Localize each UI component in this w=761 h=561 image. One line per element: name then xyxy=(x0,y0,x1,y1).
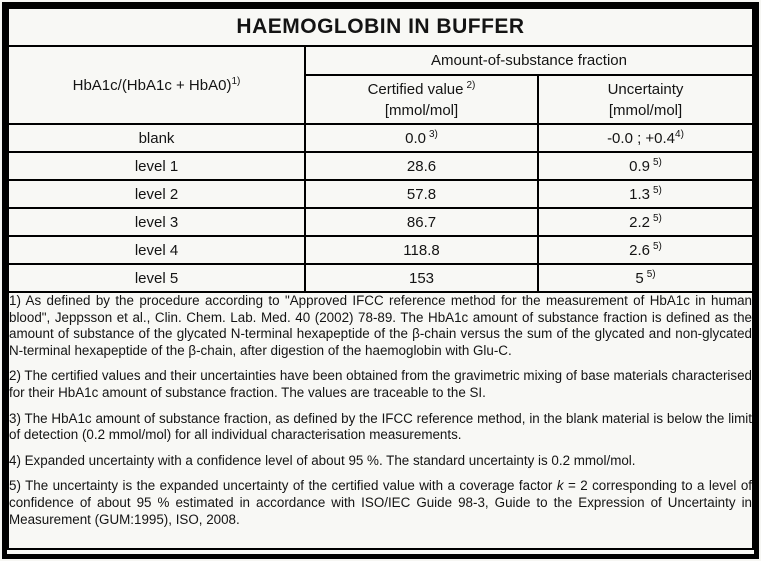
certificate-table xyxy=(7,7,754,550)
superscript-ref: 5) xyxy=(652,212,662,224)
superscript-ref: 2) xyxy=(466,79,476,91)
sample-header-label: HbA1c/(HbA1c + HbA0) xyxy=(72,76,232,94)
uncertainty-header: Uncertainty xyxy=(607,80,684,98)
table-row xyxy=(8,208,753,236)
sample-name: level 5 xyxy=(8,264,305,292)
uncertainty-value: 0.9 $^{5)}$ xyxy=(538,152,753,180)
uncertainty-value: 2.2 $^{5)}$ xyxy=(538,208,753,236)
certified-value: 153 xyxy=(305,264,538,292)
superscript-ref: 4) xyxy=(675,128,684,140)
uncertainty-value: 1.3 $^{5)}$ xyxy=(538,180,753,208)
footnote-5: 5) The uncertainty is the expanded uncertainty of the certified value with a coverage factor k = 2 corresponding to a level of confidence of about 95 % estimated in accordance with ISO/IEC Guide 98-3, Guide to the Expression of Uncertainty in Measurement (GUM:1995), ISO, 2008. xyxy=(9,478,752,527)
page-title: HAEMOGLOBIN IN BUFFER xyxy=(8,8,753,46)
table-row xyxy=(8,152,753,180)
certified-value: 86.7 xyxy=(305,208,538,236)
table-row xyxy=(8,180,753,208)
superscript-ref: 5) xyxy=(652,156,662,168)
group-header-row xyxy=(8,46,753,75)
certified-value-unit: [mmol/mol] xyxy=(384,101,459,119)
sample-name: level 2 xyxy=(8,180,305,208)
footnote-1: 1) As defined by the procedure according to "Approved IFCC reference method for the measurement of HbA1c in human blood", Jeppsson et al., Clin. Chem. Lab. Med. 40 (2002) 78-89. The HbA1c amount of substance fraction is defined as the amount of substance of the glycated N-terminal hexapeptide of the β-chain versus the sum of the glycated and non-glycated N-terminal hexapeptide of the β-chain, after digestion of the haemoglobin with Glu-C. xyxy=(9,293,752,358)
superscript-ref: 5) xyxy=(646,268,656,280)
uncertainty-unit: [mmol/mol] xyxy=(608,101,683,119)
superscript-ref: 1) xyxy=(231,75,241,87)
superscript-ref: 5) xyxy=(652,240,662,252)
title-row xyxy=(8,8,753,46)
certified-value-header: Certified value $^{2)}$ xyxy=(367,79,476,98)
column-header-sample xyxy=(8,46,305,124)
table-row xyxy=(8,124,753,152)
footnotes-row xyxy=(8,292,753,549)
column-header-group: Amount-of-substance fraction xyxy=(305,46,753,75)
certified-value: 28.6 xyxy=(305,152,538,180)
superscript-ref: 5) xyxy=(652,184,662,196)
certified-value: 57.8 xyxy=(305,180,538,208)
uncertainty-value: 2.6 $^{5)}$ xyxy=(538,236,753,264)
certified-value: 118.8 xyxy=(305,236,538,264)
superscript-ref: 3) xyxy=(428,128,438,140)
sample-name: level 3 xyxy=(8,208,305,236)
sample-name: level 4 xyxy=(8,236,305,264)
document-frame xyxy=(2,2,759,559)
italic-k: k xyxy=(556,478,564,494)
sample-name: blank xyxy=(8,124,305,152)
footnote-3: 3) The HbA1c amount of substance fraction, as defined by the IFCC reference method, in the blank material is below the limit of detection (0.2 mmol/mol) for all individual characterisation measurements. xyxy=(9,410,752,443)
uncertainty-value: -0.0 ; $+0.4^{4)}$ xyxy=(538,124,753,152)
uncertainty-value: 5 $^{5)}$ xyxy=(538,264,753,292)
footnotes-section xyxy=(8,292,753,549)
table-row xyxy=(8,264,753,292)
footnote-4: 4) Expanded uncertainty with a confidence level of about 95 %. The standard uncertainty is 0.2 mmol/mol. xyxy=(9,452,636,468)
sample-name: level 1 xyxy=(8,152,305,180)
certified-value: 0.0 $^{3)}$ xyxy=(305,124,538,152)
table-row xyxy=(8,236,753,264)
footnote-2: 2) The certified values and their uncertainties have been obtained from the gravimetric mixing of base materials characterised for their HbA1c amount of substance fraction. The values are traceable to the SI. xyxy=(9,368,752,401)
column-header-certified-value xyxy=(305,75,538,124)
column-header-uncertainty xyxy=(538,75,753,124)
